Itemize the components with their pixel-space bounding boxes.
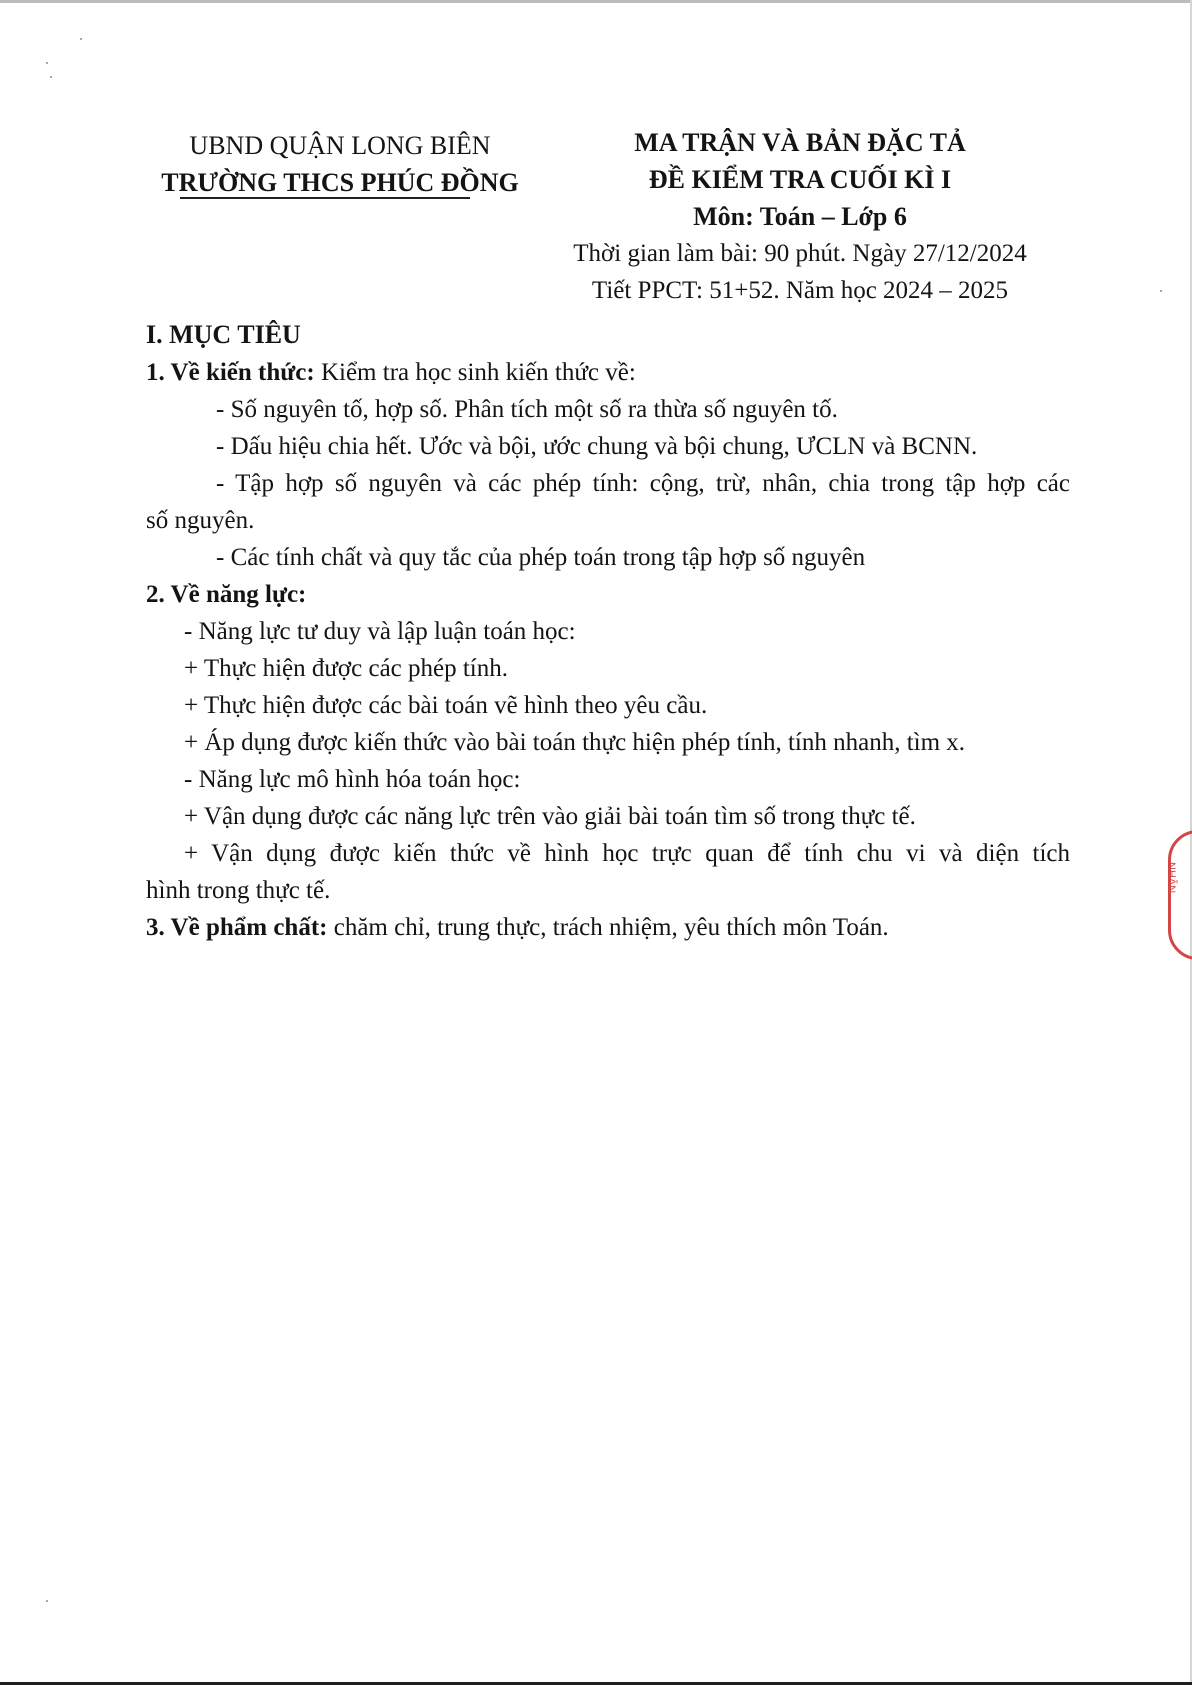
qualities-line	[146, 909, 1070, 946]
knowledge-item: - Dấu hiệu chia hết. Ước và bội, ước chung và bội chung, ƯCLN và BCNN.	[216, 433, 978, 460]
competence-item: + Vận dụng được kiến thức về hình học trực quan để tính chu vi và diện tích	[184, 840, 1070, 867]
competence-item: + Thực hiện được các bài toán vẽ hình theo yêu cầu.	[184, 692, 708, 719]
knowledge-heading	[146, 354, 1070, 391]
scan-speck	[50, 76, 52, 78]
scan-speck	[80, 38, 82, 40]
section-heading: I. MỤC TIÊU	[146, 320, 301, 349]
scan-speck	[46, 1600, 48, 1602]
header-left	[140, 128, 540, 202]
competence-item: + Thực hiện được các phép tính.	[184, 655, 508, 682]
exam-time: Thời gian làm bài: 90 phút. Ngày 27/12/2024	[573, 240, 1027, 267]
school-name: TRƯỜNG THCS PHÚC ĐỒNG	[161, 168, 519, 197]
competence-item: - Năng lực mô hình hóa toán học:	[184, 766, 521, 793]
knowledge-label: 1. Về kiến thức:	[146, 359, 315, 386]
competence-heading	[146, 576, 1070, 613]
header-right	[530, 124, 1070, 309]
school-underline	[180, 197, 470, 199]
qualities-text: chăm chỉ, trung thực, trách nhiệm, yêu thích môn Toán.	[333, 914, 889, 941]
scan-edge-top	[0, 0, 1192, 3]
knowledge-intro: Kiểm tra học sinh kiến thức về:	[320, 359, 636, 386]
subject-line: Môn: Toán – Lớp 6	[693, 202, 907, 231]
stamp-text: NHÂN	[1165, 862, 1177, 894]
red-stamp	[1168, 830, 1192, 960]
competence-item: + Vận dụng được các năng lực trên vào giải bài toán tìm số trong thực tế.	[184, 803, 916, 830]
knowledge-item: - Số nguyên tố, hợp số. Phân tích một số ra thừa số nguyên tố.	[216, 396, 838, 423]
scan-speck	[46, 62, 48, 64]
competence-item-continuation: hình trong thực tế.	[146, 877, 331, 904]
knowledge-item: - Tập hợp số nguyên và các phép tính: cộng, trừ, nhân, chia trong tập hợp các	[216, 470, 1070, 497]
scan-speck	[1160, 290, 1162, 292]
doc-title-line1: MA TRẬN VÀ BẢN ĐẶC TẢ	[634, 128, 966, 157]
knowledge-item: - Các tính chất và quy tắc của phép toán trong tập hợp số nguyên	[216, 544, 866, 571]
competence-item: - Năng lực tư duy và lập luận toán học:	[184, 618, 576, 645]
qualities-label: 3. Về phẩm chất:	[146, 914, 328, 941]
authority-name: UBND QUẬN LONG BIÊN	[189, 131, 491, 160]
competence-item: + Áp dụng được kiến thức vào bài toán thực hiện phép tính, tính nhanh, tìm x.	[184, 729, 966, 756]
document-body	[146, 316, 1070, 946]
knowledge-item-continuation: số nguyên.	[146, 507, 255, 534]
doc-title-line2: ĐỀ KIỂM TRA CUỐI KÌ I	[648, 165, 952, 194]
exam-period: Tiết PPCT: 51+52. Năm học 2024 – 2025	[591, 277, 1009, 304]
competence-label: 2. Về năng lực:	[146, 581, 307, 608]
